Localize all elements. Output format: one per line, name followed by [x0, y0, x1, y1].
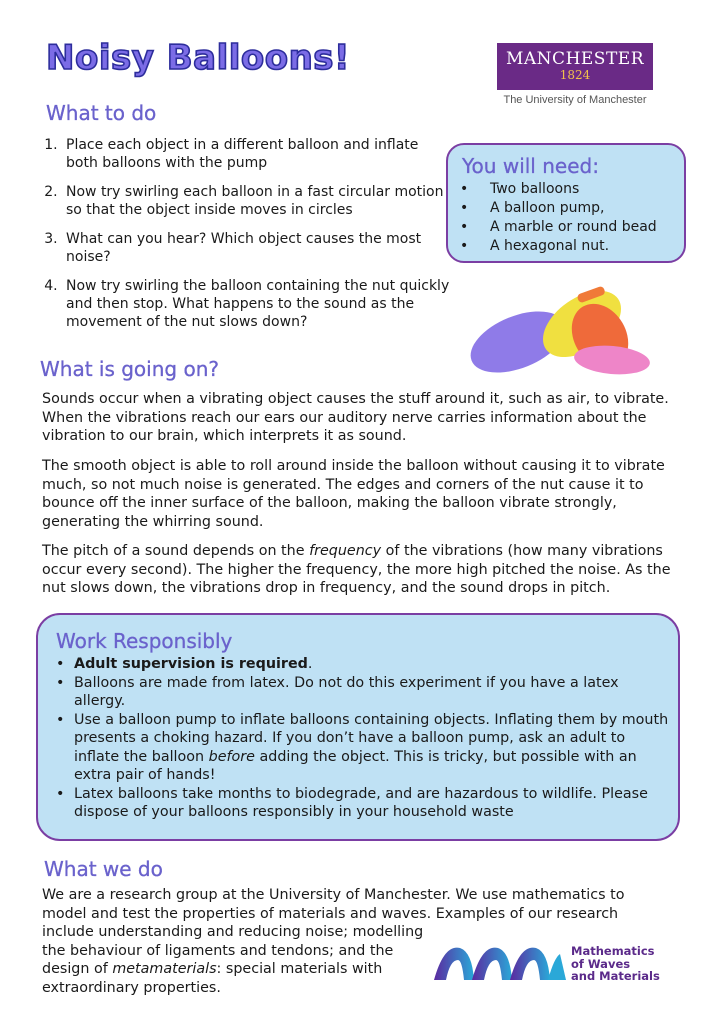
logo-name: MANCHESTER — [506, 49, 644, 69]
list-item — [74, 655, 674, 674]
text-line: model and test the properties of materials and waves. Examples of our research — [42, 905, 619, 922]
list-item — [74, 711, 674, 785]
work-responsibly-box — [36, 613, 680, 841]
explanation-paragraph-1: Sounds occur when a vibrating object causes the stuff around it, such as air, to vibrate. When the vibrations reach our ears our auditory nerve carries information about the vibration to our brain, which interprets it as sound. — [42, 391, 669, 444]
balloons-image — [462, 272, 652, 382]
logo-subtitle: The University of Manchester — [503, 94, 647, 106]
emphasis-text: frequency — [309, 543, 382, 559]
what-to-do-heading: What to do — [46, 101, 157, 125]
group-logo-text — [571, 945, 660, 983]
line-text: design of — [42, 961, 113, 977]
explanation-paragraph-3 — [42, 542, 682, 598]
list-item-text: . — [307, 656, 313, 672]
safety-list — [56, 655, 674, 822]
text-line: the behaviour of ligaments and tendons; and the — [42, 942, 394, 959]
list-item-text: adding the object. This is tricky, but possible with an extra pair of hands! — [74, 748, 637, 783]
text-line: We are a research group at the University of Manchester. We use mathematics to — [42, 887, 625, 903]
emphasis-text: metamaterials — [112, 961, 217, 977]
list-item: 1. Place each object in a different balloon and inflate both balloons with the pump — [62, 136, 452, 172]
list-item: 2. Now try swirling each balloon in a fast circular motion so that the object inside moves in circles — [62, 183, 452, 219]
you-will-need-heading: You will need: — [462, 154, 599, 178]
list-item: • A marble or round bead — [478, 218, 657, 237]
paragraph-text: of the vibrations (how many vibrations occur every second). The higher the frequency, the more high pitched the noise. As the nut slows down, the vibrations drop in frequency, and the sound drops in pitch. — [42, 543, 671, 596]
what-we-do-heading: What we do — [44, 857, 163, 881]
you-will-need-box — [446, 143, 686, 263]
logo-year: 1824 — [559, 68, 591, 82]
list-item: • A hexagonal nut. — [478, 237, 657, 256]
group-logo-line: and Materials — [571, 969, 660, 983]
bold-text: Adult supervision is required — [74, 656, 308, 672]
list-item: 4. Now try swirling the balloon containing the nut quickly and then stop. What happens to the sound as the movement of the nut slows down? — [62, 277, 452, 331]
list-item-text: Use a balloon pump to inflate balloons containing objects. Inflating them by mouth presents a choking hazard. If you don’t have a balloon pump, ask an adult to inflate the balloon — [74, 711, 669, 765]
work-responsibly-heading: Work Responsibly — [56, 629, 233, 653]
text-line: extraordinary properties. — [42, 979, 221, 996]
list-item: • Balloons are made from latex. Do not do this experiment if you have a latex allergy. — [74, 674, 674, 711]
list-item: • Latex balloons take months to biodegrade, and are hazardous to wildlife. Please dispose of your balloons responsibly in your household waste — [74, 785, 674, 822]
line-text: : special materials with — [216, 961, 383, 977]
paragraph-text: The pitch of a sound depends on the — [42, 543, 310, 559]
steps-list — [38, 136, 452, 342]
list-item: 3. What can you hear? Which object causes the most noise? — [62, 230, 452, 266]
materials-list — [460, 180, 657, 256]
explanation-paragraph-2: The smooth object is able to roll around inside the balloon without causing it to vibrate much, so not much noise is generated. The edges and corners of the nut cause it to bounce off the inner surface of the balloon, making the balloon vibrate strongly, generating the whirring sound. — [42, 458, 665, 530]
list-item: • A balloon pump, — [478, 199, 657, 218]
what-is-going-on-heading: What is going on? — [40, 357, 219, 381]
text-line: include understanding and reducing noise; modelling — [42, 924, 424, 940]
group-logo-line: Mathematics — [571, 944, 655, 958]
group-logo-line: of Waves — [571, 956, 631, 971]
university-logo — [497, 43, 653, 90]
page-title: Noisy Balloons! — [46, 38, 351, 78]
emphasis-text: before — [208, 748, 255, 765]
list-item: • Two balloons — [478, 180, 657, 199]
